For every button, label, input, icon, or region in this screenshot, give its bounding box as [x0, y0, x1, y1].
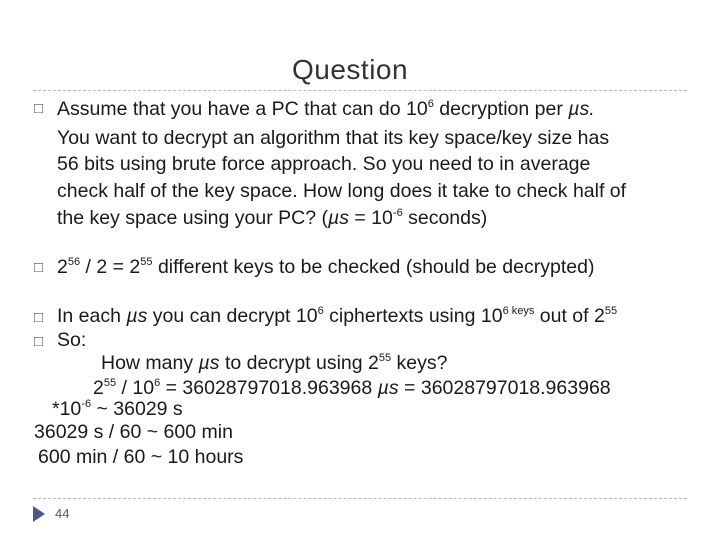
unit-text: µs — [198, 352, 220, 374]
text: different keys to be checked (should be decrypted) — [152, 256, 595, 278]
superscript: 6 — [154, 377, 161, 389]
bullet-icon: □ — [34, 100, 44, 117]
text: seconds) — [402, 207, 488, 229]
bullet-icon: □ — [34, 309, 44, 326]
para1-line2: You want to decrypt an algorithm that its key space/key size has — [57, 127, 610, 149]
hours-line: 600 min / 60 ~ 10 hours — [38, 446, 244, 468]
para1-line5 — [57, 206, 487, 230]
superscript: 6 keys — [502, 305, 535, 317]
superscript: 6 — [317, 305, 324, 317]
text: keys? — [391, 352, 448, 374]
bullet-icon: □ — [34, 259, 44, 276]
text: = 10 — [348, 207, 393, 229]
superscript: 55 — [103, 377, 117, 389]
calc-line-2 — [52, 397, 183, 421]
para1-line4: check half of the key space. How long does it take to check half of — [57, 180, 627, 202]
unit-text: µs — [126, 305, 148, 327]
superscript: 55 — [604, 305, 618, 317]
superscript: 6 — [427, 98, 434, 110]
para1-line3: 56 bits using brute force approach. So you need to in average — [57, 153, 591, 175]
text: 2 — [93, 377, 104, 399]
footer-divider — [33, 498, 687, 499]
text: you can decrypt 10 — [147, 305, 318, 327]
superscript: 55 — [140, 256, 153, 268]
unit-text: µs. — [568, 98, 595, 120]
so-label: So: — [57, 329, 87, 351]
page-number: 44 — [55, 506, 70, 521]
text: Assume that you have a PC that can do 10 — [57, 98, 428, 120]
text: How many — [101, 352, 199, 374]
text: 2 — [57, 256, 68, 278]
superscript: -6 — [392, 207, 403, 219]
minutes-line: 36029 s / 60 ~ 600 min — [34, 421, 233, 443]
question-line — [101, 351, 447, 375]
text: decryption per — [433, 98, 569, 120]
page-arrow-icon — [33, 506, 45, 522]
text: ciphertexts using 10 — [323, 305, 503, 327]
text: = 36028797018.963968 — [398, 377, 611, 399]
text: = 36028797018.963968 — [160, 377, 378, 399]
para3-line — [57, 304, 617, 328]
text: In each — [57, 305, 127, 327]
text: *10 — [52, 398, 82, 420]
para2-line — [57, 255, 594, 279]
bullet-icon: □ — [34, 333, 44, 350]
para1-line1 — [57, 97, 595, 121]
text: out of 2 — [534, 305, 605, 327]
unit-text: µs — [377, 377, 399, 399]
text: / 2 = 2 — [80, 256, 141, 278]
text: to decrypt using 2 — [219, 352, 379, 374]
unit-text: µs — [327, 207, 349, 229]
superscript: 55 — [378, 352, 392, 364]
title-divider — [33, 90, 687, 91]
superscript: -6 — [81, 398, 92, 410]
slide-title: Question — [292, 54, 409, 85]
text: ~ 36029 s — [91, 398, 183, 420]
text: the key space using your PC? ( — [57, 207, 328, 229]
superscript: 56 — [67, 256, 81, 268]
text: / 10 — [116, 377, 155, 399]
